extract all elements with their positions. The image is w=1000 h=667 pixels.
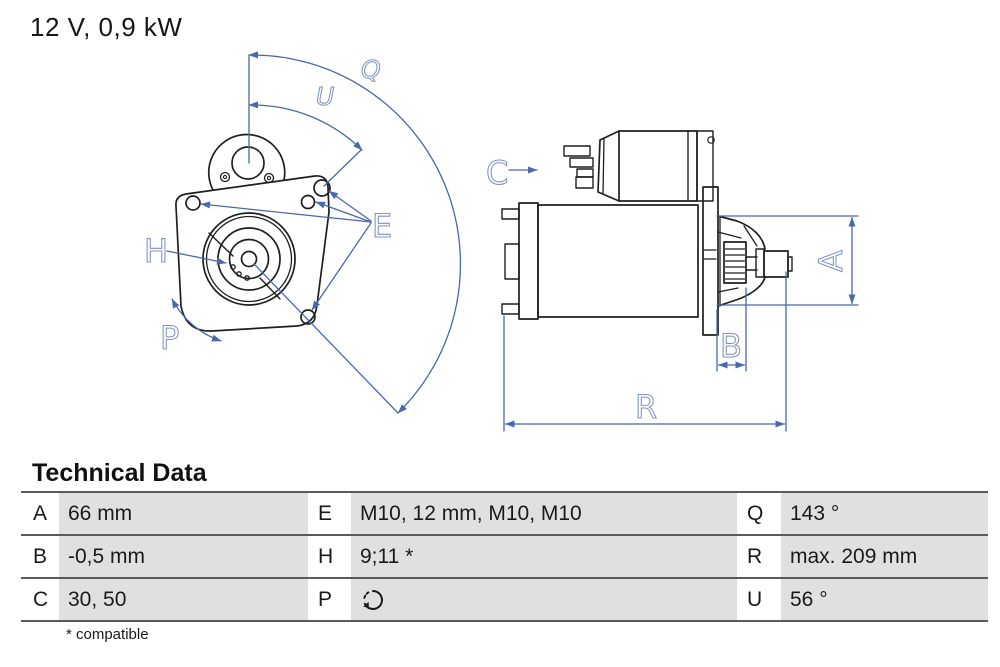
pinion-gear [724, 242, 746, 283]
shaft-end-cap [764, 251, 788, 277]
motor-body [538, 205, 698, 317]
bolt-hole [186, 196, 200, 210]
table-row [21, 579, 988, 622]
dim-key-cell: C [21, 579, 59, 620]
terminal-stud [576, 177, 593, 188]
dim-key-cell: A [21, 493, 59, 534]
dim-ray-u [324, 150, 361, 186]
label-u: U [316, 82, 335, 111]
dim-rotation-arrow-p [172, 299, 221, 341]
label-b: B [720, 327, 742, 365]
table-row [21, 536, 988, 579]
dimension-labels [144, 55, 850, 426]
front-view-drawing [176, 135, 330, 332]
label-p: P [160, 319, 180, 357]
label-e: E [372, 207, 393, 245]
dim-key-cell: P [308, 579, 351, 620]
dim-key-cell: E [308, 493, 351, 534]
solenoid-cone [598, 131, 619, 201]
label-r: R [635, 388, 658, 426]
dim-value-cell: -0,5 mm [59, 536, 308, 577]
bolt-hole [302, 196, 315, 209]
rear-end-cap [519, 203, 538, 319]
label-q: Q [361, 55, 381, 84]
dim-key-cell: Q [737, 493, 781, 534]
dome-hole [232, 147, 264, 179]
terminal-stud [564, 146, 590, 156]
dim-value-cell: 66 mm [59, 493, 308, 534]
dim-leader-e [329, 191, 371, 221]
rotation-direction-icon [360, 586, 387, 614]
table-row [21, 493, 988, 536]
dim-arc-u [249, 105, 362, 150]
terminal-stud [570, 158, 593, 167]
dim-ray-q [254, 264, 398, 413]
dim-value-cell: M10, 12 mm, M10, M10 [351, 493, 737, 534]
label-h: H [144, 232, 169, 270]
label-c: C [486, 154, 509, 192]
table-footnote: * compatible [66, 626, 149, 643]
dim-key-cell: R [737, 536, 781, 577]
dim-value-cell [351, 579, 737, 620]
dim-value-cell: max. 209 mm [781, 536, 988, 577]
dim-value-cell: 30, 50 [59, 579, 308, 620]
technical-data-table [21, 491, 988, 622]
dim-arc-q [249, 55, 460, 413]
dim-key-cell: U [737, 579, 781, 620]
drive-bell [718, 216, 765, 249]
solenoid-body [619, 131, 697, 201]
dim-value-cell: 56 ° [781, 579, 988, 620]
dim-value-cell: 9;11 * [351, 536, 737, 577]
side-mount-flange [703, 187, 718, 335]
dim-value-cell: 143 ° [781, 493, 988, 534]
dim-leader-e [312, 223, 371, 310]
dim-key-cell: B [21, 536, 59, 577]
dim-leader-h [167, 251, 226, 263]
terminal-stud [577, 169, 593, 177]
power-rating: 12 V, 0,9 kW [30, 12, 183, 42]
label-a: A [812, 250, 850, 272]
dim-key-cell: H [308, 536, 351, 577]
table-title: Technical Data [32, 459, 207, 487]
